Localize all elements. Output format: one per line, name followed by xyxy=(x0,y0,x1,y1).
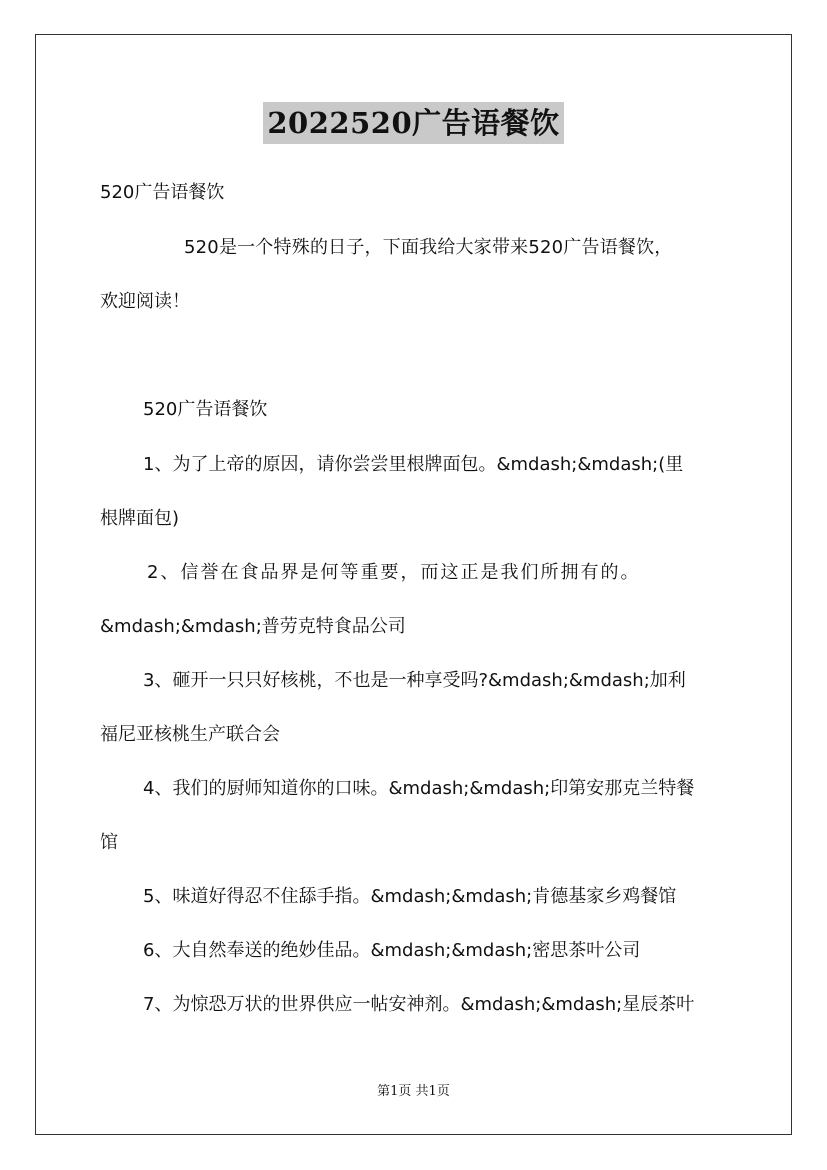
list-item: 4、我们的厨师知道你的口味。&mdash;&mdash;印第安那克兰特餐 xyxy=(143,778,695,799)
list-item: 3、砸开一只只好核桃，不也是一种享受吗?&mdash;&mdash;加利 xyxy=(143,670,686,691)
list-item: 6、大自然奉送的绝妙佳品。&mdash;&mdash;密思茶叶公司 xyxy=(143,940,641,961)
list-item-cont: &mdash;&mdash;普劳克特食品公司 xyxy=(100,616,406,637)
section-heading: 520广告语餐饮 xyxy=(143,399,268,420)
intro-line: 520是一个特殊的日子，下面我给大家带来520广告语餐饮， xyxy=(184,237,673,258)
list-item: 5、味道好得忍不住舔手指。&mdash;&mdash;肯德基家乡鸡餐馆 xyxy=(143,886,677,907)
page-footer: 第1页 共1页 xyxy=(377,1084,450,1099)
list-item-cont: 根牌面包) xyxy=(100,508,180,529)
intro-line-cont: 欢迎阅读！ xyxy=(100,291,190,312)
title-container xyxy=(0,102,827,144)
list-item: 1、为了上帝的原因，请你尝尝里根牌面包。&mdash;&mdash;(里 xyxy=(143,454,684,475)
list-item: 2、信誉在食品界是何等重要，而这正是我们所拥有的。 xyxy=(147,562,641,583)
subtitle-line: 520广告语餐饮 xyxy=(100,182,225,203)
list-item-cont: 福尼亚核桃生产联合会 xyxy=(100,724,280,745)
document-title: 2022520广告语餐饮 xyxy=(263,102,563,144)
list-item: 7、为惊恐万状的世界供应一帖安神剂。&mdash;&mdash;星辰茶叶 xyxy=(143,994,695,1015)
list-item-cont: 馆 xyxy=(100,832,118,853)
